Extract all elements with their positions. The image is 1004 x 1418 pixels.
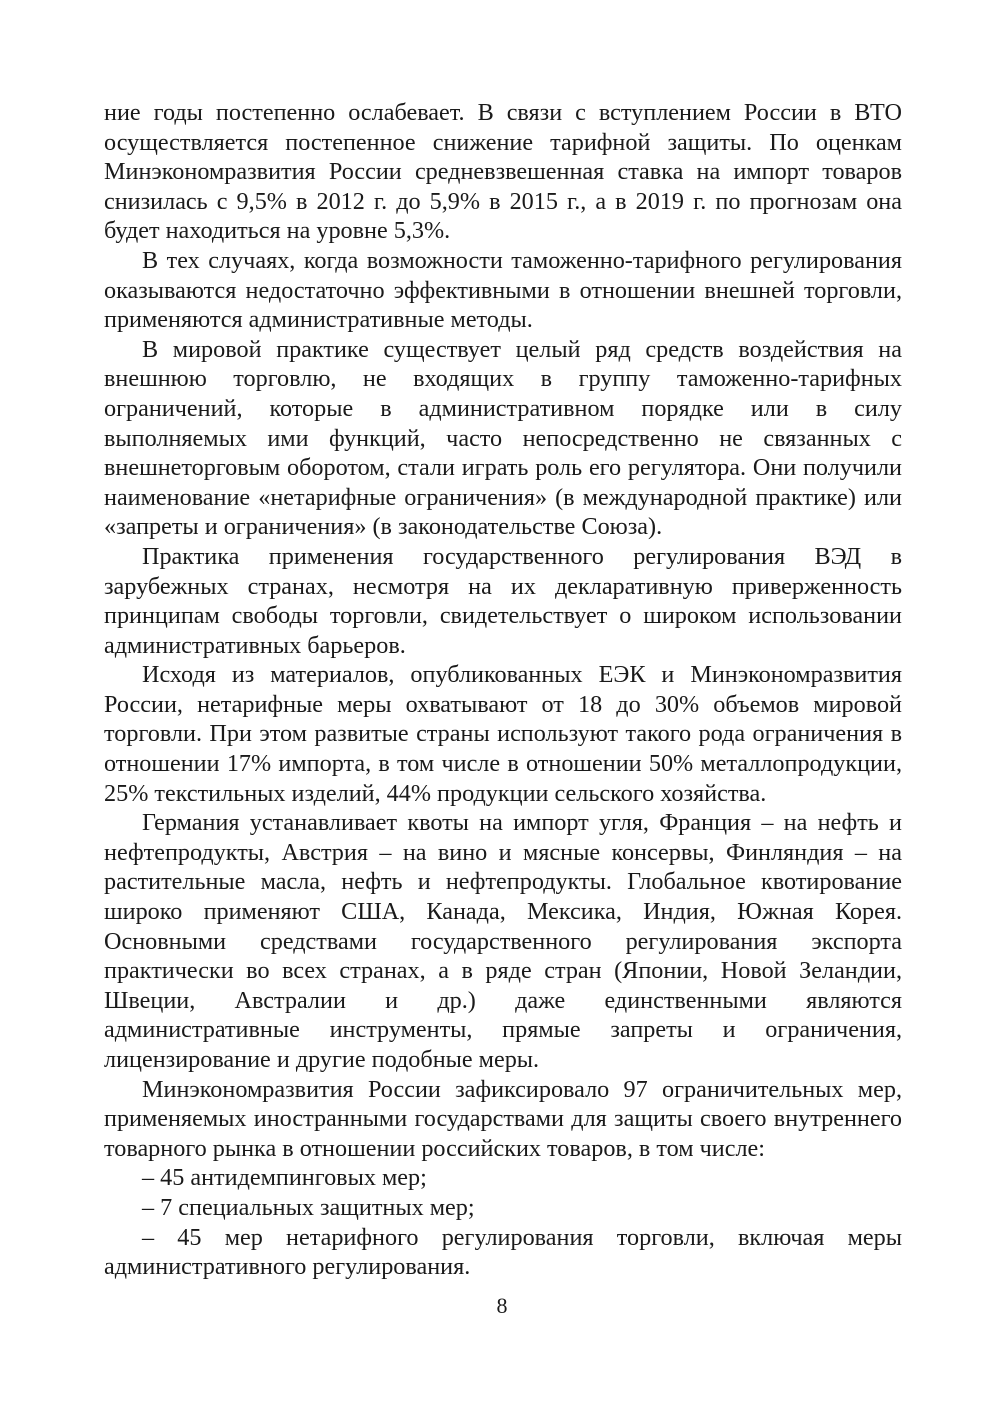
- paragraph-1: ние годы постепенно ослабевает. В связи с вступлением России в ВТО осуществляется постепенное снижение тарифной защиты. По оценкам Минэкономразвития России средневзвешенная ставка на импорт товаров снизилась с 9,5% в 2012 г. до 5,9% в 2015 г., а в 2019 г. по прогнозам она будет находиться на уровне 5,3%.: [104, 99, 902, 245]
- paragraph-5: Исходя из материалов, опубликованных ЕЭК и Минэкономразвития России, нетарифные меры охватывают от 18 до 30% объемов мировой торговли. При этом развитые страны используют такого рода ограничения в отношении 17% импорта, в том числе в отношении 50% металлопродукции, 25% текстильных изделий, 44% продукции сельского хозяйства.: [104, 661, 902, 807]
- paragraph-7: Минэкономразвития России зафиксировало 97 ограничительных мер, применяемых иностранными государствами для защиты своего внутреннего товарного рынка в отношении российских товаров, в том числе:: [104, 1075, 902, 1162]
- paragraph-6: Германия устанавливает квоты на импорт угля, Франция – на нефть и нефтепродукты, Австрия – на вино и мясные консервы, Финляндия – на растительные масла, нефть и нефтепродукты. Глобальное квотирование широко применяют США, Канада, Мексика, Индия, Южная Корея. Основными средствами государственного регулирования экспорта практически во всех странах, а в ряде стран (Японии, Новой Зеландии, Швеции, Австралии и др.) даже единственными являются административные инструменты, прямые запреты и ограничения, лицензирование и другие подобные меры.: [104, 809, 902, 1073]
- list-item: – 45 антидемпинговых мер;: [142, 1164, 427, 1192]
- paragraph-2: В тех случаях, когда возможности таможенно-тарифного регулирования оказываются недостаточно эффективными в отношении внешней торговли, применяются административные методы.: [104, 246, 902, 334]
- list-item: – 7 специальных защитных мер;: [142, 1193, 475, 1221]
- page-body: [104, 98, 902, 1282]
- list-item: – 45 мер нетарифного регулирования торговли, включая меры административного регулирования.: [104, 1223, 902, 1281]
- paragraph-3: В мировой практике существует целый ряд средств воздействия на внешнюю торговлю, не входящих в группу таможенно-тарифных ограничений, которые в административном порядке или в силу выполняемых ими функций, часто непосредственно не связанных с внешнеторговым оборотом, стали играть роль его регулятора. Они получили наименование «нетарифные ограничения» (в международной практике) или «запреты и ограничения» (в законодательстве Союза).: [104, 335, 902, 541]
- page-number: 8: [496, 1293, 508, 1318]
- paragraph-4: Практика применения государственного регулирования ВЭД в зарубежных странах, несмотря на их декларативную приверженность принципам свободы торговли, свидетельствует о широком использовании административных барьеров.: [104, 542, 902, 659]
